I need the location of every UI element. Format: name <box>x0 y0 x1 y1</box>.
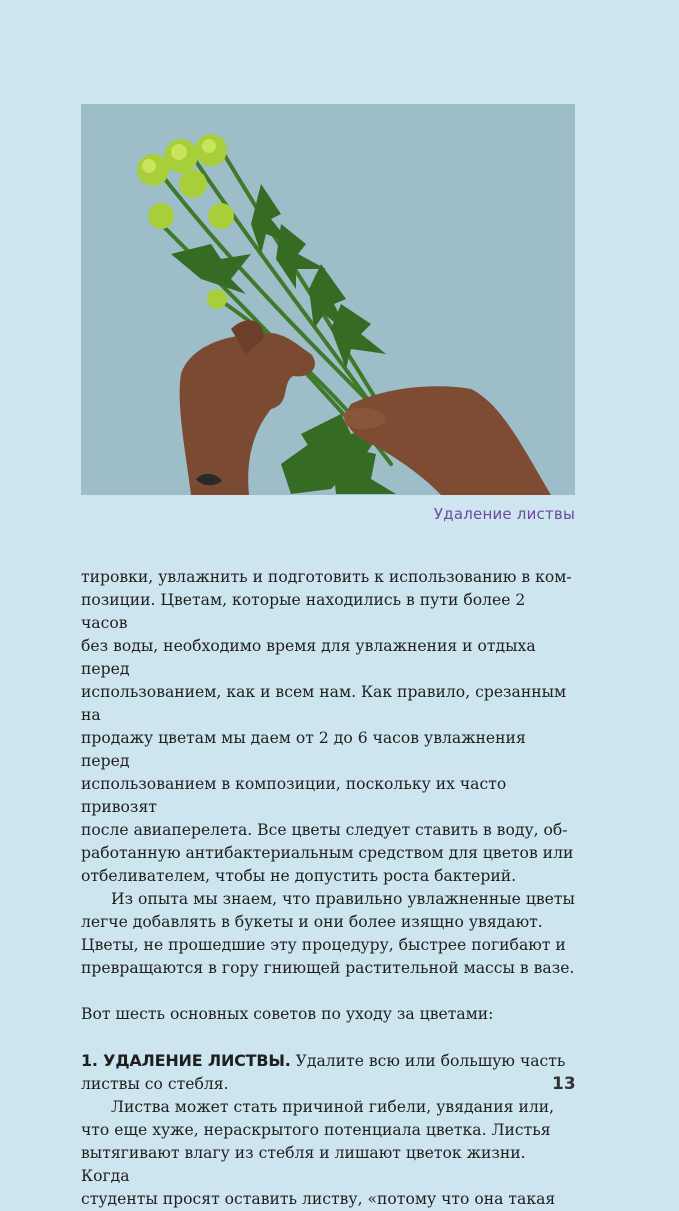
line: отбеливателем, чтобы не допустить роста бактерий. <box>81 867 517 885</box>
flowers-illustration <box>81 104 575 495</box>
line: Цветы, не прошедшие эту процедуру, быстрее погибают и <box>81 936 566 954</box>
line: легче добавлять в букеты и они более изящно увядают. <box>81 913 543 931</box>
tip-1 <box>81 1049 575 1096</box>
tips-intro: Вот шесть основных советов по уходу за цветами: <box>81 1005 494 1023</box>
line: использованием в композиции, поскольку их часто привозят <box>81 775 507 816</box>
tip-1-text-line-1: Удалите всю или большую часть <box>290 1052 566 1070</box>
tip-1-heading: 1. УДАЛЕНИЕ ЛИСТВЫ. <box>81 1051 291 1070</box>
paragraph-1 <box>81 566 575 888</box>
line: тировки, увлажнить и подготовить к использованию в ком- <box>81 568 572 586</box>
line: Из опыта мы знаем, что правильно увлажненные цветы <box>111 890 575 908</box>
line: без воды, необходимо время для увлажнения и отдыха перед <box>81 637 536 678</box>
photo-flowers-hands <box>81 104 575 495</box>
page-number: 13 <box>552 1074 576 1094</box>
paragraph-2 <box>81 888 575 980</box>
body-text <box>81 566 575 1211</box>
line: что еще хуже, нераскрытого потенциала цветка. Листья <box>81 1121 551 1139</box>
line: вытягивают влагу из стебля и лишают цветок жизни. Когда <box>81 1144 526 1185</box>
line: работанную антибактериальным средством для цветов или <box>81 844 574 862</box>
tip-1-text-line-2: листвы со стебля. <box>81 1075 229 1093</box>
line: после авиаперелета. Все цветы следует ставить в воду, об- <box>81 821 568 839</box>
line: позиции. Цветам, которые находились в пути более 2 часов <box>81 591 526 632</box>
line: Листва может стать причиной гибели, увядания или, <box>111 1098 555 1116</box>
line: превращаются в гору гниющей растительной массы в вазе. <box>81 959 575 977</box>
paragraph-4 <box>81 1096 575 1211</box>
spacer <box>81 1026 575 1049</box>
line: использованием, как и всем нам. Как правило, срезанным на <box>81 683 567 724</box>
spacer <box>81 980 575 1003</box>
line: студенты просят оставить листву, «потому что она такая <box>81 1190 556 1208</box>
photo-caption: Удаление листвы <box>433 505 575 523</box>
line: продажу цветам мы даем от 2 до 6 часов увлажнения перед <box>81 729 526 770</box>
